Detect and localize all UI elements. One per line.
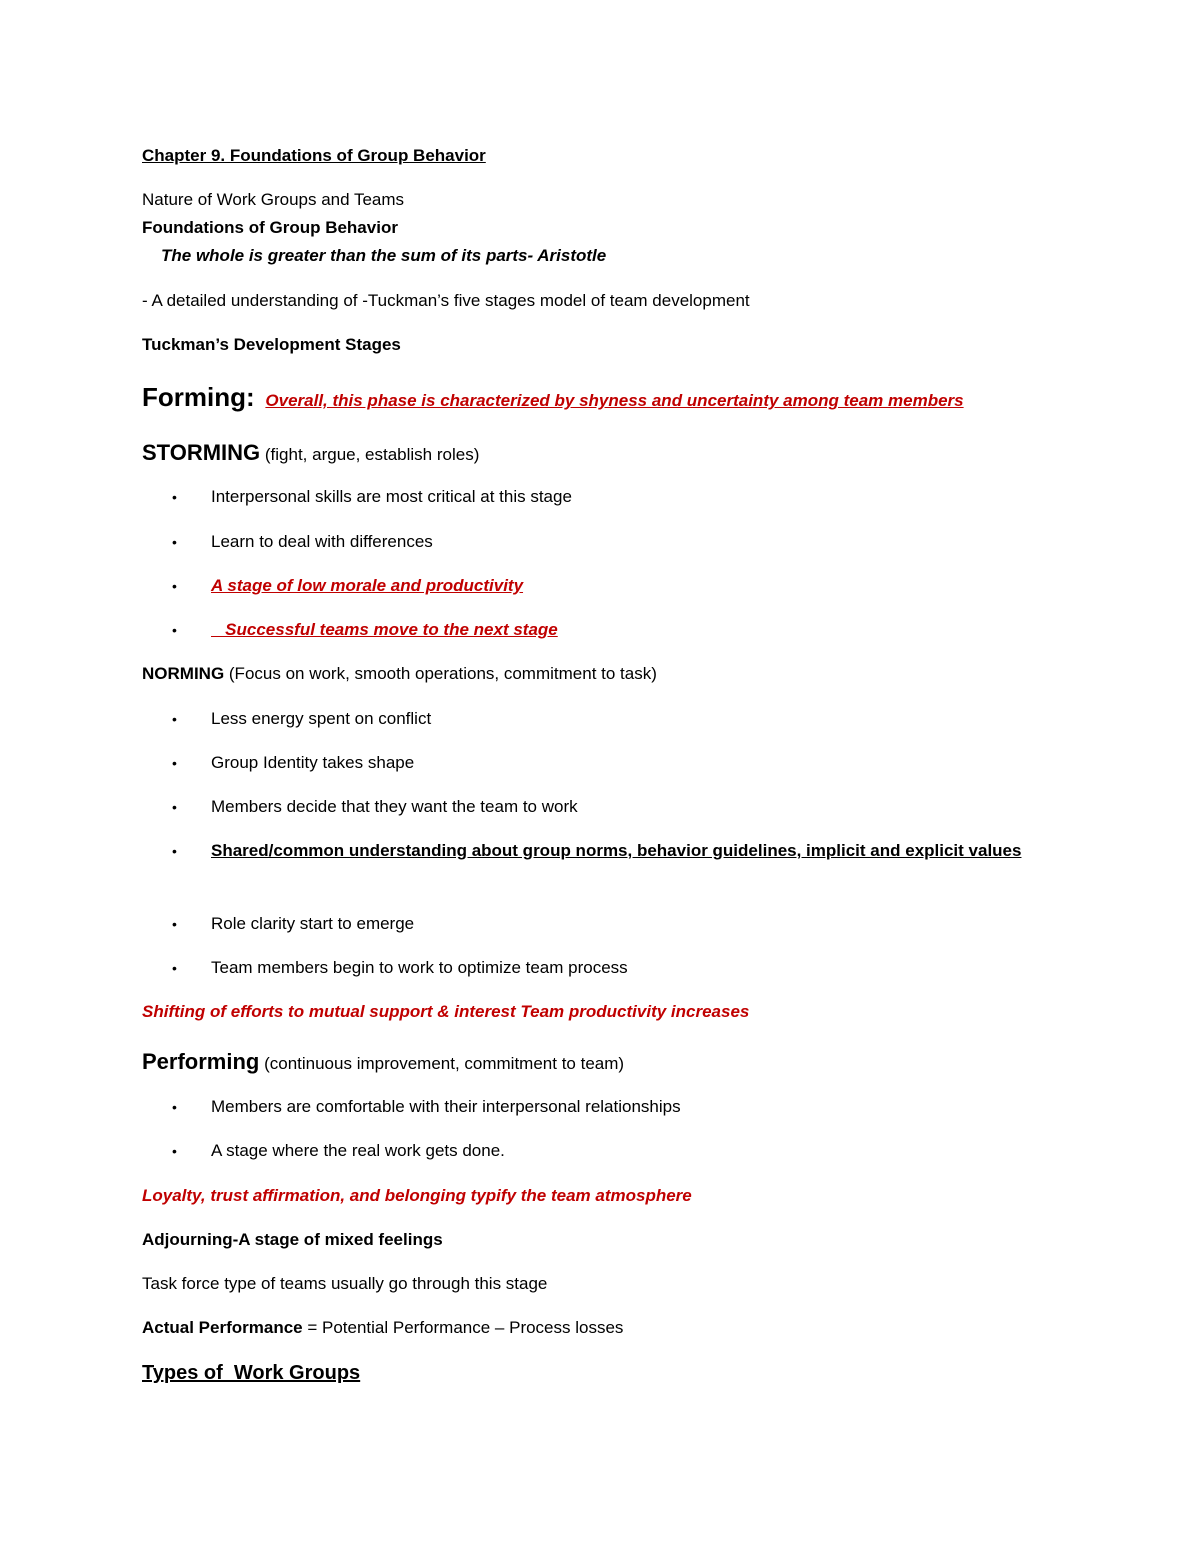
forming-label: Forming: <box>142 382 255 412</box>
types-heading: Types of Work Groups <box>142 1362 361 1384</box>
forming-description: Overall, this phase is characterized by shyness and uncertainty among team members <box>265 391 964 410</box>
storming-label: STORMING <box>142 440 261 465</box>
forming-row <box>142 381 964 413</box>
bullet-text: Members are comfortable with their interpersonal relationships <box>211 1097 681 1116</box>
bullet-dot-icon: • <box>172 916 177 932</box>
bullet-dot-icon: • <box>172 622 177 638</box>
performing-note: (continuous improvement, commitment to team) <box>259 1054 625 1073</box>
list-item <box>172 957 628 979</box>
norming-label: NORMING <box>142 664 225 683</box>
norming-row <box>142 663 657 685</box>
bullet-dot-icon: • <box>172 711 177 727</box>
bullet-dot-icon: • <box>172 578 177 594</box>
chapter-title: Chapter 9. Foundations of Group Behavior <box>142 146 486 165</box>
list-item <box>172 1096 681 1118</box>
bullet-dot-icon: • <box>172 1099 177 1115</box>
bullet-dot-icon: • <box>172 489 177 505</box>
list-item <box>172 531 433 553</box>
list-item <box>172 840 1071 866</box>
list-item <box>172 752 414 774</box>
bullet-dot-icon: • <box>172 755 177 771</box>
bullet-text: Members decide that they want the team to work <box>211 797 578 816</box>
storming-note: (fight, argue, establish roles) <box>260 445 480 464</box>
bullet-dot-icon: • <box>172 960 177 976</box>
bullet-text: A stage of low morale and productivity <box>211 576 524 595</box>
list-item <box>172 708 431 730</box>
detail-line: - A detailed understanding of -Tuckman’s five stages model of team development <box>142 291 750 310</box>
subtitle-bold: Foundations of Group Behavior <box>142 218 398 237</box>
bullet-dot-icon: • <box>172 534 177 550</box>
list-item <box>172 619 558 641</box>
adjourning-line: Adjourning-A stage of mixed feelings <box>142 1230 443 1249</box>
bullet-text: Group Identity takes shape <box>211 753 415 772</box>
bullet-text: Learn to deal with differences <box>211 532 433 551</box>
bullet-text: Successful teams move to the next stage <box>211 620 558 639</box>
performing-row <box>142 1048 624 1076</box>
list-item <box>172 1140 505 1162</box>
bullet-text: Shared/common understanding about group norms, behavior guidelines, implicit and explicit values <box>211 841 1022 860</box>
stages-heading: Tuckman’s Development Stages <box>142 335 401 354</box>
list-item <box>172 796 578 818</box>
performing-summary: Loyalty, trust affirmation, and belonging typify the team atmosphere <box>142 1186 692 1205</box>
bullet-text: A stage where the real work gets done. <box>211 1141 505 1160</box>
bullet-dot-icon: • <box>172 1143 177 1159</box>
bullet-text: Less energy spent on conflict <box>211 709 432 728</box>
performance-eq-label: Actual Performance <box>142 1318 303 1337</box>
norming-note: (Focus on work, smooth operations, commitment to task) <box>224 664 657 683</box>
bullet-text: Interpersonal skills are most critical at this stage <box>211 487 572 506</box>
subtitle-plain: Nature of Work Groups and Teams <box>142 190 405 209</box>
performing-label: Performing <box>142 1049 260 1074</box>
bullet-text: Role clarity start to emerge <box>211 914 415 933</box>
aristotle-quote: The whole is greater than the sum of its parts- Aristotle <box>161 246 607 265</box>
bullet-text: Team members begin to work to optimize team process <box>211 958 628 977</box>
bullet-dot-icon: • <box>172 843 177 859</box>
bullet-dot-icon: • <box>172 799 177 815</box>
list-item <box>172 486 572 508</box>
list-item <box>172 575 523 597</box>
performance-eq-rest: = Potential Performance – Process losses <box>302 1318 624 1337</box>
norming-summary: Shifting of efforts to mutual support & interest Team productivity increases <box>142 1002 750 1021</box>
task-force-line: Task force type of teams usually go through this stage <box>142 1274 548 1293</box>
storming-row <box>142 439 479 467</box>
performance-equation <box>142 1317 623 1339</box>
list-item <box>172 913 414 935</box>
